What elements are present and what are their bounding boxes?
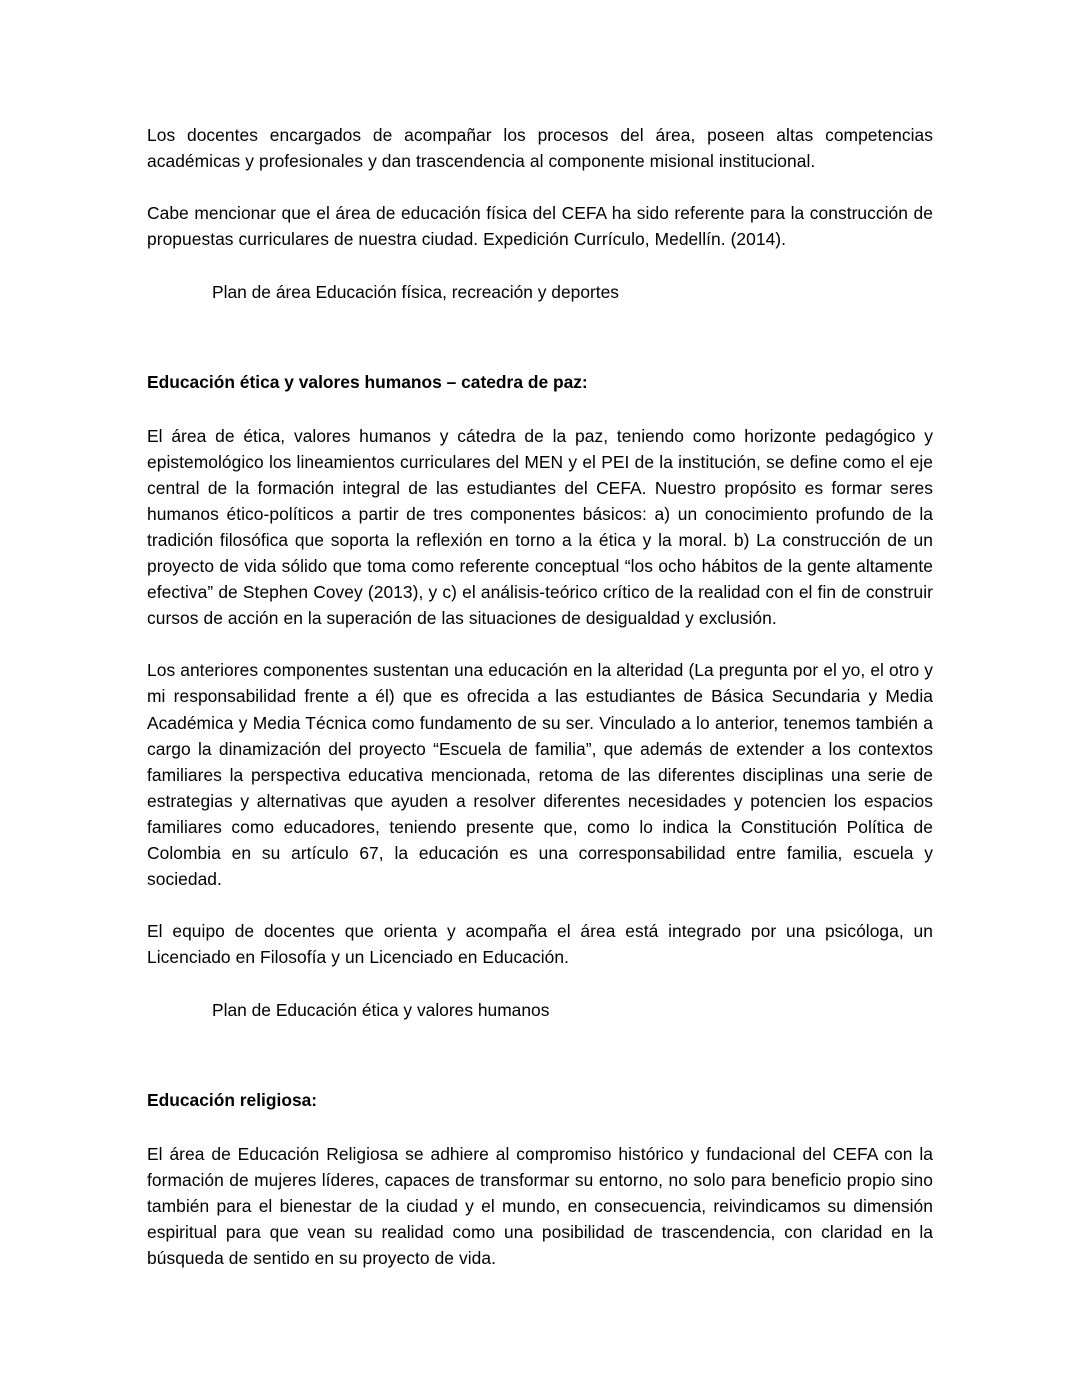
section-spacer [147,305,933,369]
paragraph-spacer [147,892,933,918]
paragraph-docentes-encargados: Los docentes encargados de acompañar los procesos del área, poseen altas competencias académicas y profesionales y dan trascendencia al componente misional institucional. [147,125,933,172]
paragraph-cabe-mencionar: Cabe mencionar que el área de educación física del CEFA ha sido referente para la construcción de propuestas curriculares de nuestra ciudad. Expedición Currículo, Medellín. (2014). [147,203,933,250]
paragraph-spacer [147,970,933,997]
document-body [147,122,933,1271]
paragraph-spacer [147,252,933,279]
heading-spacer [147,1114,933,1141]
heading-educacion-religiosa: Educación religiosa: [147,1090,318,1111]
heading-educacion-etica-valores-humanos: Educación ética y valores humanos – catedra de paz: [147,372,588,393]
paragraph-area-educacion-religiosa: El área de Educación Religiosa se adhiere al compromiso histórico y fundacional del CEFA con la formación de mujeres líderes, capaces de transformar su entorno, no solo para beneficio propio sino también para el bienestar de la ciudad y el mundo, en consecuencia, reivindicamos su dimensión espiritual para que vean su realidad como una posibilidad de trascendencia, con claridad en la búsqueda de sentido en su proyecto de vida. [147,1143,933,1268]
paragraph-spacer [147,631,933,657]
heading-spacer [147,396,933,423]
section-spacer [147,1023,933,1087]
paragraph-area-de-etica: El área de ética, valores humanos y cátedra de la paz, teniendo como horizonte pedagógico y epistemológico los lineamientos curriculares del MEN y el PEI de la institución, se define como el eje central de la formación integral de las estudiantes del CEFA. Nuestro propósito es formar seres humanos ético-políticos a partir de tres componentes básicos: a) un conocimiento profundo de la tradición filosófica que soporta la reflexión en torno a la ética y la moral. b) La construcción de un proyecto de vida sólido que toma como referente conceptual “los ocho hábitos de la gente altamente efectiva” de Stephen Covey (2013), y c) el análisis-teórico crítico de la realidad con el fin de construir cursos de acción en la superación de las situaciones de desigualdad y exclusión. [147,425,933,629]
note-plan-area-educacion-fisica: Plan de área Educación física, recreación y deportes [212,282,619,303]
paragraph-spacer [147,174,933,200]
paragraph-anteriores-componentes: Los anteriores componentes sustentan una educación en la alteridad (La pregunta por el yo, el otro y mi responsabilidad frente a él) que es ofrecida a las estudiantes de Básica Secundaria y Media Académica y Media Técnica como fundamento de su ser. Vinculado a lo anterior, tenemos también a cargo la dinamización del proyecto “Escuela de familia”, que además de extender a los contextos familiares la perspectiva educativa mencionada, retoma de las diferentes disciplinas una serie de estrategias y alternativas que ayuden a resolver diferentes necesidades y potencien los espacios familiares como educadores, teniendo presente que, como lo indica la Constitución Política de Colombia en su artículo 67, la educación es una corresponsabilidad entre familia, escuela y sociedad. [147,660,933,890]
paragraph-equipo-docentes: El equipo de docentes que orienta y acompaña el área está integrado por una psicóloga, un Licenciado en Filosofía y un Licenciado en Educación. [147,921,933,968]
note-plan-educacion-etica: Plan de Educación ética y valores humanos [212,1000,550,1021]
